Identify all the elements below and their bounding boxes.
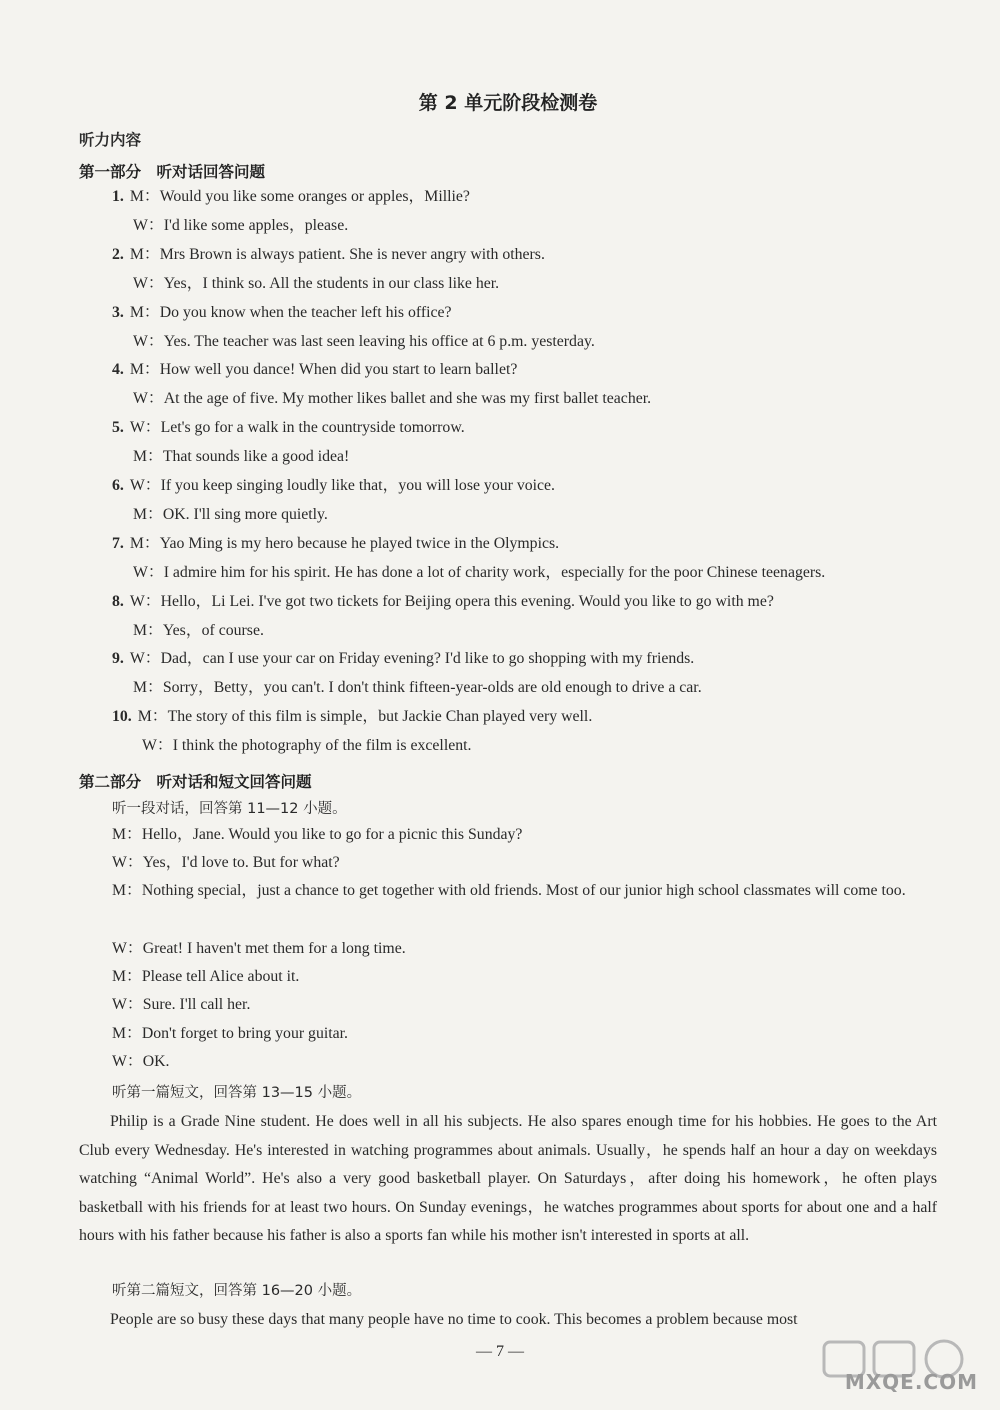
question-number: 3. — [112, 303, 124, 321]
dialogue-line: M：The story of this film is simple，but Jackie Chan played very well. — [137, 708, 593, 726]
question-number: 2. — [112, 245, 124, 263]
question-2-line-2 — [133, 276, 499, 292]
question-7-line-1 — [112, 536, 559, 552]
dialogue-line-1: M：Hello，Jane. Would you like to go for a picnic this Sunday? — [112, 826, 523, 843]
passage2: People are so busy these days that many people have no time to cook. This becomes a problem because most — [110, 1311, 798, 1328]
question-number: 8. — [112, 592, 124, 610]
question-4-line-2 — [133, 391, 651, 407]
dialogue-line: M：Do you know when the teacher left his office? — [129, 303, 452, 321]
part2-heading: 第二部分 听对话和短文回答问题 — [79, 773, 312, 791]
dialogue-line: W：Dad，can I use your car on Friday evening? I'd like to go shopping with my friends. — [129, 650, 695, 668]
passage2-intro: 听第二篇短文，回答第 16—20 小题。 — [112, 1283, 362, 1299]
question-6-line-1 — [112, 478, 555, 494]
question-number: 5. — [112, 419, 124, 437]
dialogue-line-8: W：OK. — [112, 1053, 170, 1070]
dialogue-line: W：Yes. The teacher was last seen leaving his office at 6 p.m. yesterday. — [133, 332, 595, 350]
question-3-line-2 — [133, 334, 595, 350]
question-number: 10. — [112, 708, 132, 726]
question-5-line-1 — [112, 420, 465, 436]
dialogue-line-5: M：Please tell Alice about it. — [112, 968, 300, 985]
dialogue-line-6: W：Sure. I'll call her. — [112, 996, 251, 1013]
watermark-logo — [812, 1334, 992, 1404]
question-8-line-1 — [112, 594, 774, 610]
page-number: — 7 — — [476, 1343, 524, 1360]
question-number: 7. — [112, 534, 124, 552]
part1-heading: 第一部分 听对话回答问题 — [79, 163, 266, 181]
dialogue-line: W：Hello，Li Lei. I've got two tickets for Beijing opera this evening. Would you like to go with me? — [129, 592, 774, 610]
question-9-line-1 — [112, 651, 694, 667]
question-9-line-2 — [133, 680, 702, 696]
question-1-line-2 — [133, 218, 348, 234]
question-8-line-2 — [133, 623, 264, 639]
dialogue-line: M：Mrs Brown is always patient. She is never angry with others. — [129, 245, 545, 263]
question-3-line-1 — [112, 305, 452, 321]
dialogue-line-3: M：Nothing special，just a chance to get together with old friends. Most of our junior high school classmates will come too. — [112, 882, 906, 899]
question-2-line-1 — [112, 247, 545, 263]
question-1-line-1 — [112, 189, 470, 205]
dialogue-line: W：I admire him for his spirit. He has done a lot of charity work，especially for the poor Chinese teenagers. — [133, 563, 826, 581]
dialogue-intro: 听一段对话，回答第 11—12 小题。 — [112, 801, 347, 817]
section-label: 听力内容 — [79, 131, 142, 149]
dialogue-line: M：Yao Ming is my hero because he played twice in the Olympics. — [129, 534, 560, 552]
question-10-line-2 — [142, 738, 471, 754]
question-number: 1. — [112, 188, 124, 205]
dialogue-line: M：Sorry，Betty，you can't. I don't think fifteen-year-olds are old enough to drive a car. — [133, 679, 702, 697]
dialogue-line: M：How well you dance! When did you start to learn ballet? — [129, 361, 518, 379]
dialogue-line: W：If you keep singing loudly like that，you will lose your voice. — [129, 477, 555, 494]
question-10-line-1 — [112, 709, 592, 725]
passage1: Philip is a Grade Nine student. He does well in all his subjects. He also spares enough time for his hobbies. He goes to the Art Club every Wednesday. He's interested in watching programmes about animals. Usually，he spends half an hour a day on weekdays watching “Animal World”. He's also a very good basketball player. On Saturdays，after doing his homework，he often plays basketball with his friends for at least two hours. On Sunday evenings，he watches programmes about sports for about one and a half hours with his father because his father is also a sports fan while his mother isn't interested in sports at all. — [79, 1113, 937, 1244]
dialogue-line: W：I'd like some apples，please. — [133, 216, 349, 234]
question-number: 9. — [112, 650, 124, 668]
question-4-line-1 — [112, 362, 517, 378]
dialogue-line: W：Yes，I think so. All the students in our class like her. — [133, 274, 500, 292]
dialogue-line: M：Yes，of course. — [133, 621, 264, 639]
question-number: 6. — [112, 477, 124, 494]
dialogue-line: M：Would you like some oranges or apples，Millie? — [129, 188, 470, 205]
dialogue-line: W：I think the photography of the film is excellent. — [142, 737, 472, 755]
question-6-line-2 — [133, 507, 328, 523]
dialogue-line-7: M：Don't forget to bring your guitar. — [112, 1025, 348, 1042]
dialogue-line: M：That sounds like a good idea! — [133, 448, 350, 466]
passage1-intro: 听第一篇短文，回答第 13—15 小题。 — [112, 1085, 362, 1101]
dialogue-line-2: W：Yes，I'd love to. But for what? — [112, 854, 340, 871]
watermark-text: MXQE.COM — [844, 1370, 978, 1394]
dialogue-line: W：At the age of five. My mother likes ballet and she was my first ballet teacher. — [133, 390, 652, 408]
dialogue-line: W：Let's go for a walk in the countryside tomorrow. — [129, 419, 465, 437]
dialogue-line-4: W：Great! I haven't met them for a long time. — [112, 940, 406, 957]
dialogue-line: M：OK. I'll sing more quietly. — [133, 505, 328, 523]
page-title: 第 2 单元阶段检测卷 — [418, 92, 598, 114]
question-7-line-2 — [133, 565, 825, 581]
question-5-line-2 — [133, 449, 349, 465]
question-number: 4. — [112, 361, 124, 379]
